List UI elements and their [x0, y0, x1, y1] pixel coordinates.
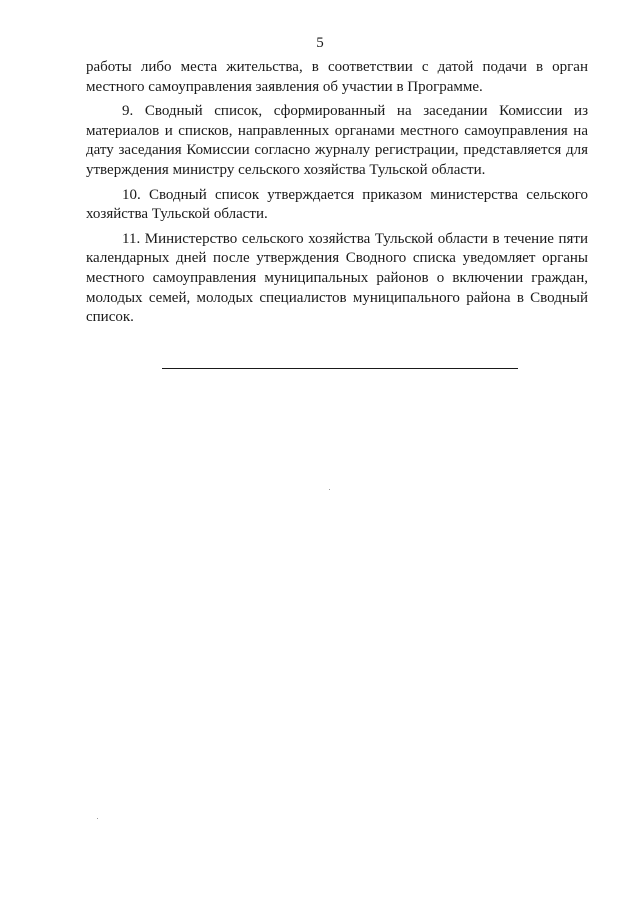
scan-speck: [97, 818, 98, 819]
scan-speck: [329, 489, 330, 490]
page-number: 5: [316, 35, 324, 51]
paragraph-item-9: 9. Сводный список, сформированный на заседании Комиссии из материалов и списков, направленных органами местного самоуправления на дату заседания Комиссии согласно журналу регистрации, представляется для утверждения министру сельского хозяйства Тульской области.: [86, 103, 588, 178]
end-divider-line: [162, 368, 518, 369]
paragraph-item-11: 11. Министерство сельского хозяйства Тульской области в течение пяти календарных дней после утверждения Сводного списка уведомляет органы местного самоуправления муниципальных районов о включении граждан, молодых семей, молодых специалистов муниципального района в Сводный список.: [86, 230, 588, 326]
paragraph-item-10: 10. Сводный список утверждается приказом министерства сельского хозяйства Тульской области.: [86, 186, 588, 223]
document-body: [86, 58, 588, 333]
paragraph-continuation: работы либо места жительства, в соответствии с датой подачи в орган местного самоуправления заявления об участии в Программе.: [86, 59, 588, 95]
